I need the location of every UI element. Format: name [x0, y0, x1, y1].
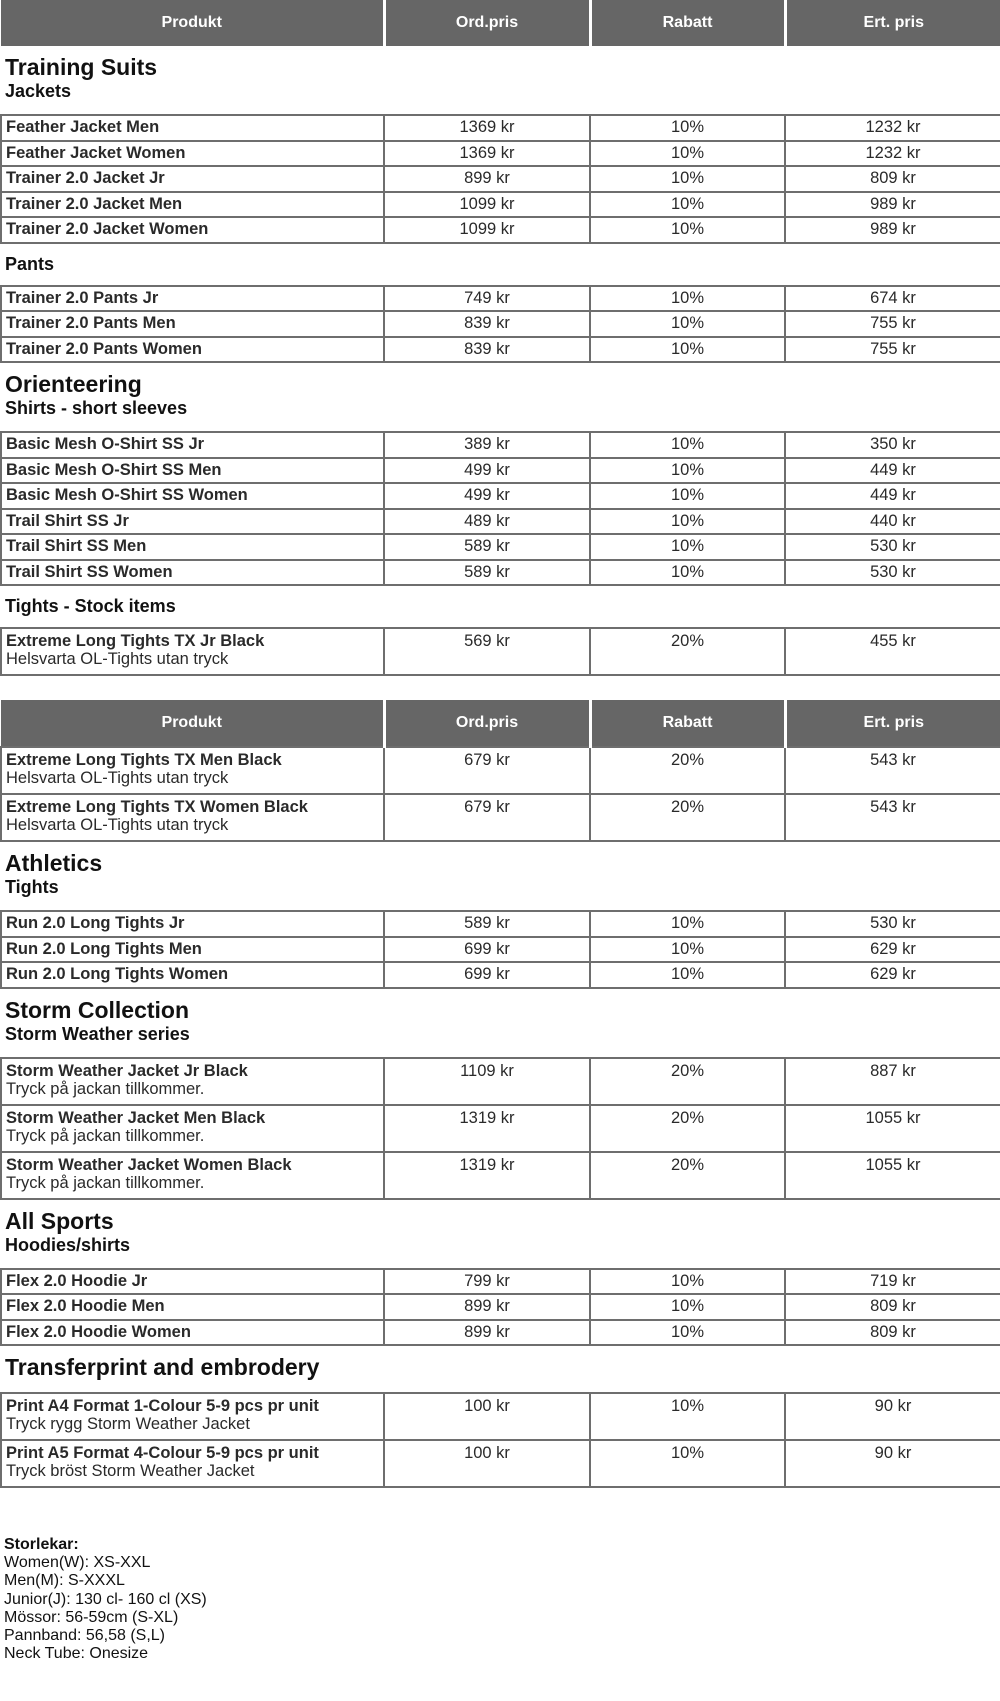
table-row	[1, 962, 1000, 988]
section-heading	[1, 988, 1000, 1058]
category-title: Transferprint and embrodery	[5, 1354, 320, 1380]
table-row	[1, 509, 1000, 535]
ordinary-price: 1369 kr	[384, 141, 590, 167]
product-name: Flex 2.0 Hoodie Women	[1, 1320, 384, 1346]
discount: 10%	[590, 1320, 785, 1346]
net-price: 989 kr	[785, 192, 1000, 218]
discount: 10%	[590, 311, 785, 337]
discount: 20%	[590, 1105, 785, 1152]
discount: 10%	[590, 937, 785, 963]
discount: 10%	[590, 166, 785, 192]
table-header	[1, 0, 1000, 46]
product-note: Helsvarta OL-Tights utan tryck	[6, 769, 229, 787]
net-price: 1232 kr	[785, 115, 1000, 141]
net-price: 543 kr	[785, 747, 1000, 794]
table-row	[1, 534, 1000, 560]
product-cell	[1, 1058, 384, 1105]
ordinary-price: 589 kr	[384, 534, 590, 560]
discount: 10%	[590, 115, 785, 141]
discount: 10%	[590, 560, 785, 586]
net-price: 674 kr	[785, 286, 1000, 312]
discount: 10%	[590, 337, 785, 363]
ordinary-price: 499 kr	[384, 458, 590, 484]
discount: 10%	[590, 1269, 785, 1295]
header-product: Produkt	[1, 700, 384, 747]
ordinary-price: 100 kr	[384, 1393, 590, 1440]
table-row	[1, 747, 1000, 794]
table-row	[1, 560, 1000, 586]
table-row	[1, 1294, 1000, 1320]
product-name: Feather Jacket Women	[1, 141, 384, 167]
category-title: Orienteering	[5, 371, 142, 397]
category-title: All Sports	[5, 1207, 114, 1234]
price-table-1	[0, 0, 1000, 676]
net-price: 530 kr	[785, 560, 1000, 586]
ordinary-price: 699 kr	[384, 962, 590, 988]
net-price: 1232 kr	[785, 141, 1000, 167]
product-name: Run 2.0 Long Tights Jr	[1, 911, 384, 937]
header-price: Ord.pris	[384, 700, 590, 747]
header-net-price: Ert. pris	[785, 0, 1000, 46]
product-note: Helsvarta OL-Tights utan tryck	[6, 650, 229, 668]
ordinary-price: 100 kr	[384, 1440, 590, 1487]
product-name: Trainer 2.0 Jacket Men	[1, 192, 384, 218]
discount: 10%	[590, 911, 785, 937]
product-name: Trainer 2.0 Pants Jr	[1, 286, 384, 312]
discount: 10%	[590, 192, 785, 218]
discount: 10%	[590, 141, 785, 167]
discount: 20%	[590, 794, 785, 841]
product-name: Basic Mesh O-Shirt SS Women	[1, 483, 384, 509]
product-note: Tryck på jackan tillkommer.	[6, 1126, 205, 1145]
net-price: 440 kr	[785, 509, 1000, 535]
product-name: Flex 2.0 Hoodie Men	[1, 1294, 384, 1320]
product-cell	[1, 1393, 384, 1440]
product-name: Trainer 2.0 Jacket Jr	[1, 166, 384, 192]
ordinary-price: 679 kr	[384, 747, 590, 794]
product-cell	[1, 628, 384, 675]
net-price: 530 kr	[785, 911, 1000, 937]
net-price: 1055 kr	[785, 1152, 1000, 1199]
subcategory-title: Hoodies/shirts	[5, 1234, 131, 1255]
discount: 10%	[590, 286, 785, 312]
discount: 10%	[590, 1440, 785, 1487]
discount: 10%	[590, 1294, 785, 1320]
product-name: Storm Weather Jacket Jr Black	[6, 1061, 248, 1080]
net-price: 629 kr	[785, 962, 1000, 988]
net-price: 90 kr	[785, 1440, 1000, 1487]
header-discount: Rabatt	[590, 0, 785, 46]
header-price: Ord.pris	[384, 0, 590, 46]
ordinary-price: 679 kr	[384, 794, 590, 841]
table-row	[1, 458, 1000, 484]
ordinary-price: 1109 kr	[384, 1058, 590, 1105]
ordinary-price: 749 kr	[384, 286, 590, 312]
discount: 20%	[590, 628, 785, 675]
size-notes-title: Storlekar:	[4, 1536, 79, 1553]
table-header	[1, 700, 1000, 747]
product-name: Storm Weather Jacket Women Black	[6, 1155, 292, 1174]
table-row	[1, 217, 1000, 243]
table-row	[1, 166, 1000, 192]
product-name: Print A5 Format 4-Colour 5-9 pcs pr unit	[6, 1444, 319, 1462]
net-price: 449 kr	[785, 483, 1000, 509]
product-name: Extreme Long Tights TX Men Black	[6, 751, 282, 769]
net-price: 809 kr	[785, 1320, 1000, 1346]
net-price: 455 kr	[785, 628, 1000, 675]
net-price: 809 kr	[785, 166, 1000, 192]
net-price: 719 kr	[785, 1269, 1000, 1295]
net-price: 629 kr	[785, 937, 1000, 963]
subcategory-title: Shirts - short sleeves	[5, 398, 188, 418]
product-name: Trainer 2.0 Jacket Women	[1, 217, 384, 243]
product-note: Helsvarta OL-Tights utan tryck	[6, 816, 229, 834]
table-row	[1, 432, 1000, 458]
table-row	[1, 1058, 1000, 1105]
product-name: Print A4 Format 1-Colour 5-9 pcs pr unit	[6, 1397, 319, 1415]
section-heading	[1, 841, 1000, 911]
net-price: 989 kr	[785, 217, 1000, 243]
price-table-2	[0, 700, 1000, 1488]
discount: 20%	[590, 747, 785, 794]
size-notes	[0, 1536, 1000, 1663]
discount: 10%	[590, 509, 785, 535]
product-cell	[1, 794, 384, 841]
subcategory-title: Tights - Stock items	[5, 596, 176, 616]
net-price: 350 kr	[785, 432, 1000, 458]
table-row	[1, 1152, 1000, 1199]
product-cell	[1, 1440, 384, 1487]
category-title: Storm Collection	[5, 996, 190, 1023]
ordinary-price: 569 kr	[384, 628, 590, 675]
net-price: 1055 kr	[785, 1105, 1000, 1152]
table-row	[1, 1269, 1000, 1295]
ordinary-price: 489 kr	[384, 509, 590, 535]
section-heading	[1, 46, 1000, 115]
ordinary-price: 1319 kr	[384, 1105, 590, 1152]
category-title: Athletics	[5, 850, 103, 876]
table-row	[1, 1440, 1000, 1487]
size-line: Pannband: 56,58 (S,L)	[4, 1627, 166, 1645]
ordinary-price: 1369 kr	[384, 115, 590, 141]
table-row	[1, 483, 1000, 509]
table-row	[1, 141, 1000, 167]
size-line: Junior(J): 130 cl- 160 cl (XS)	[4, 1590, 207, 1608]
section-heading	[1, 1345, 1000, 1393]
product-name: Extreme Long Tights TX Jr Black	[6, 632, 265, 650]
subcategory-title: Storm Weather series	[5, 1023, 190, 1044]
discount: 10%	[590, 432, 785, 458]
product-cell	[1, 1105, 384, 1152]
section-heading	[1, 1199, 1000, 1269]
net-price: 755 kr	[785, 311, 1000, 337]
table-row	[1, 628, 1000, 675]
table-row	[1, 1320, 1000, 1346]
header-product: Produkt	[1, 0, 384, 46]
subcategory-title: Jackets	[5, 81, 72, 101]
product-name: Feather Jacket Men	[1, 115, 384, 141]
ordinary-price: 1099 kr	[384, 192, 590, 218]
discount: 10%	[590, 483, 785, 509]
table-row	[1, 286, 1000, 312]
product-name: Trail Shirt SS Women	[1, 560, 384, 586]
ordinary-price: 699 kr	[384, 937, 590, 963]
product-name: Trail Shirt SS Men	[1, 534, 384, 560]
discount: 20%	[590, 1152, 785, 1199]
discount: 10%	[590, 962, 785, 988]
discount: 10%	[590, 1393, 785, 1440]
product-name: Trainer 2.0 Pants Women	[1, 337, 384, 363]
product-name: Run 2.0 Long Tights Women	[1, 962, 384, 988]
table-row	[1, 794, 1000, 841]
net-price: 809 kr	[785, 1294, 1000, 1320]
product-note: Tryck rygg Storm Weather Jacket	[6, 1415, 250, 1433]
ordinary-price: 389 kr	[384, 432, 590, 458]
table-row	[1, 1393, 1000, 1440]
subsection-heading	[1, 243, 1000, 286]
product-name: Basic Mesh O-Shirt SS Men	[1, 458, 384, 484]
ordinary-price: 589 kr	[384, 560, 590, 586]
net-price: 755 kr	[785, 337, 1000, 363]
product-name: Storm Weather Jacket Men Black	[6, 1108, 266, 1127]
net-price: 449 kr	[785, 458, 1000, 484]
table-row	[1, 937, 1000, 963]
size-line: Women(W): XS-XXL	[4, 1554, 151, 1572]
ordinary-price: 899 kr	[384, 1294, 590, 1320]
product-name: Extreme Long Tights TX Women Black	[6, 798, 308, 816]
product-name: Trainer 2.0 Pants Men	[1, 311, 384, 337]
table-row	[1, 337, 1000, 363]
table-row	[1, 311, 1000, 337]
table-row	[1, 192, 1000, 218]
product-name: Run 2.0 Long Tights Men	[1, 937, 384, 963]
size-line: Mössor: 56-59cm (S-XL)	[4, 1608, 179, 1626]
ordinary-price: 839 kr	[384, 337, 590, 363]
discount: 10%	[590, 217, 785, 243]
product-name: Trail Shirt SS Jr	[1, 509, 384, 535]
ordinary-price: 1099 kr	[384, 217, 590, 243]
category-title: Training Suits	[5, 54, 158, 80]
ordinary-price: 799 kr	[384, 1269, 590, 1295]
product-name: Basic Mesh O-Shirt SS Jr	[1, 432, 384, 458]
product-cell	[1, 1152, 384, 1199]
product-cell	[1, 747, 384, 794]
discount: 20%	[590, 1058, 785, 1105]
table-row	[1, 911, 1000, 937]
product-name: Flex 2.0 Hoodie Jr	[1, 1269, 384, 1295]
ordinary-price: 499 kr	[384, 483, 590, 509]
product-note: Tryck bröst Storm Weather Jacket	[6, 1462, 255, 1480]
net-price: 90 kr	[785, 1393, 1000, 1440]
header-discount: Rabatt	[590, 700, 785, 747]
discount: 10%	[590, 534, 785, 560]
ordinary-price: 899 kr	[384, 166, 590, 192]
ordinary-price: 899 kr	[384, 1320, 590, 1346]
subcategory-title: Pants	[5, 253, 55, 274]
header-net-price: Ert. pris	[785, 700, 1000, 747]
ordinary-price: 839 kr	[384, 311, 590, 337]
subsection-heading	[1, 585, 1000, 628]
net-price: 543 kr	[785, 794, 1000, 841]
table-row	[1, 115, 1000, 141]
net-price: 887 kr	[785, 1058, 1000, 1105]
table-row	[1, 1105, 1000, 1152]
section-heading	[1, 362, 1000, 432]
discount: 10%	[590, 458, 785, 484]
product-note: Tryck på jackan tillkommer.	[6, 1079, 205, 1098]
ordinary-price: 1319 kr	[384, 1152, 590, 1199]
size-line: Men(M): S-XXXL	[4, 1572, 125, 1590]
ordinary-price: 589 kr	[384, 911, 590, 937]
net-price: 530 kr	[785, 534, 1000, 560]
subcategory-title: Tights	[5, 877, 59, 897]
size-line: Neck Tube: Onesize	[4, 1645, 149, 1663]
product-note: Tryck på jackan tillkommer.	[6, 1173, 205, 1192]
